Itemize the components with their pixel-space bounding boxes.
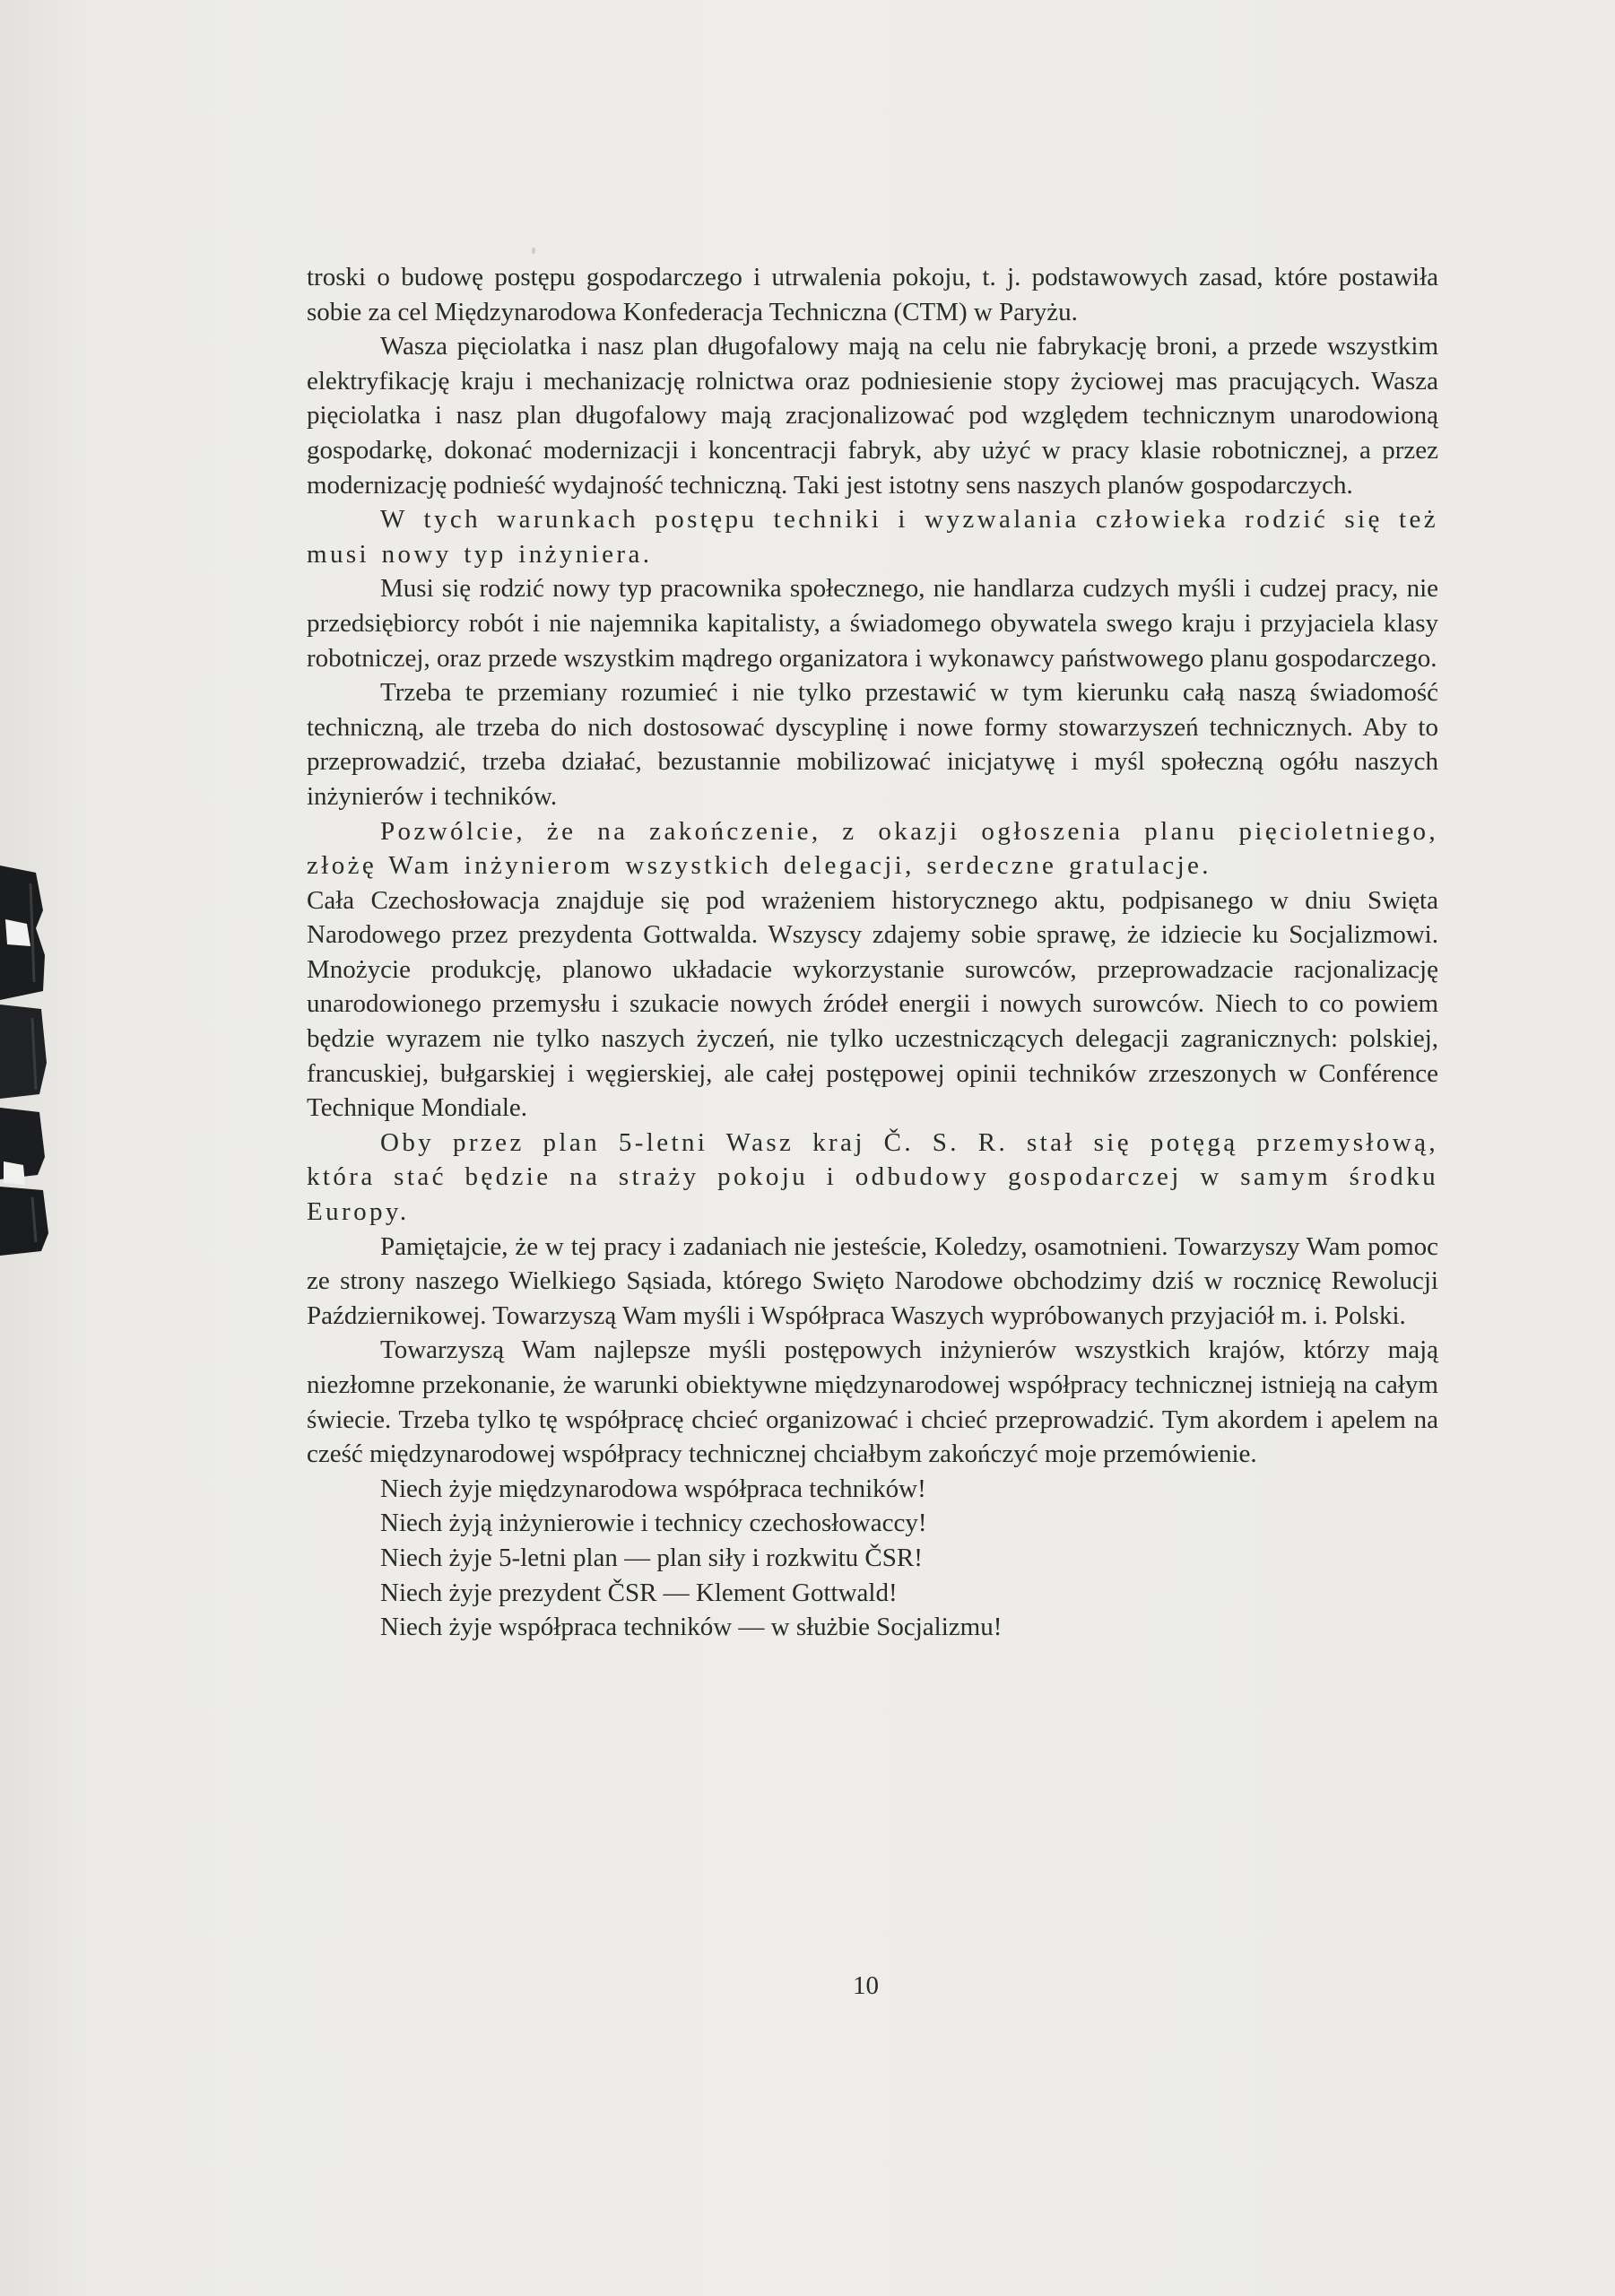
paragraph-9: Pamiętajcie, że w tej pracy i zadaniach nie jesteście, Koledzy, osamotnieni. Towarzyszy Wam pomoc ze strony naszego Wielkiego Sąsiada, którego Swięto Narodowe obchodzimy dziś w rocznicę Rewolucji Październikowej. Towarzyszą Wam myśli i Współpraca Waszych wypróbowanych przyjaciół m. i. Polski. [307,1231,1438,1330]
paragraph-4: Musi się rodzić nowy typ pracownika społecznego, nie handlarza cudzych myśli i cudzej pracy, nie przedsiębiorcy robót i nie najemnika kapitalisty, a świadomego obywatela swego kraju i przyjaciela klasy robotniczej, oraz przede wszystkim mądrego organizatora i wykonawcy państwowego planu gospodarczego. [307,574,1438,673]
paragraph-6-spaced: Pozwólcie, że na zakończenie, z okazji ogłoszenia planu pięcioletniego, złożę Wam inżynierom wszystkich delegacji, serdeczne gratulacje. [307,816,1438,881]
paragraph-7: Cała Czechosłowacja znajduje się pod wrażeniem historycznego aktu, podpisanego w dniu Swięta Narodowego przez prezydenta Gottwalda. Wszyscy zdajemy sobie sprawę, że idziecie ku Socjalizmowi. Mnożycie produkcję, planowo układacie wykorzystanie surowców, przeprowadzacie racjonalizację unarodowionego przemysłu i szukacie nowych źródeł energii i nowych surowców. Niech to co powiem będzie wyrazem nie tylko naszych życzeń, nie tylko uczestniczących delegacji zagranicznych: polskiej, francuskiej, bułgarskiej i węgierskiej, ale całej postępowej opinii techników zrzeszonych w Conférence Technique Mondiale. [307,885,1438,1123]
paragraph-8-spaced: Oby przez plan 5-letni Wasz kraj Č. S. R. stał się potęgą przemysłową, która stać będzie na straży pokoju i odbudowy gospodarczej w samym środku Europy. [307,1127,1438,1227]
closing-line-4: Niech żyje prezydent ČSR — Klement Gottwald! [380,1578,898,1607]
paragraph-1: troski o budowę postępu gospodarczego i utrwalenia pokoju, t. j. podstawowych zasad, które postawiła sobie za cel Międzynarodowa Konfederacja Techniczna (CTM) w Paryżu. [307,263,1438,326]
closing-line-3: Niech żyje 5-letni plan — plan siły i rozkwitu ČSR! [380,1543,923,1572]
paper-speck [532,248,535,254]
paragraph-10: Towarzyszą Wam najlepsze myśli postępowych inżynierów wszystkich krajów, którzy mają niezłomne przekonanie, że warunki obiektywne międzynarodowej współpracy technicznej istnieją na całym świecie. Trzeba tylko tę współpracę chcieć organizować i chcieć przeprowadzić. Tym akordem i apelem na cześć międzynarodowej współpracy technicznej chciałbym zakończyć moje przemówienie. [307,1335,1438,1469]
closing-line-1: Niech żyje międzynarodowa współpraca techników! [380,1474,926,1503]
body-text [307,260,1438,1645]
paragraph-5: Trzeba te przemiany rozumieć i nie tylko przestawić w tym kierunku całą naszą świadomość techniczną, ale trzeba do nich dostosować dyscyplinę i nowe formy stowarzyszeń technicznych. Aby to przeprowadzić, trzeba działać, bezustannie mobilizować inicjatywę i myśl społeczną ogółu naszych inżynierów i techników. [307,678,1438,811]
binder-clip-icon [0,857,67,1260]
paragraph-2: Wasza pięciolatka i nasz plan długofalowy mają na celu nie fabrykację broni, a przede wszystkim elektryfikację kraju i mechanizację rolnictwa oraz podniesienie stopy życiowej mas pracujących. Wasza pięciolatka i nasz plan długofalowy mają zracjonalizować pod względem technicznym unarodowioną gospodarkę, dokonać modernizacji i koncentracji fabryk, aby użyć w pracy klasie robotnicznej, a przez modernizację podnieść wydajność techniczną. Taki jest istotny sens naszych planów gospodarczych. [307,332,1438,500]
page-number: 10 [853,1971,879,2000]
closing-line-5: Niech żyje współpraca techników — w służbie Socjalizmu! [380,1613,1003,1642]
paragraph-3-spaced: W tych warunkach postępu techniki i wyzwalania człowieka rodzić się też musi nowy typ inżyniera. [307,505,1438,569]
closing-line-2: Niech żyją inżynierowie i technicy czechosłowaccy! [380,1509,927,1538]
